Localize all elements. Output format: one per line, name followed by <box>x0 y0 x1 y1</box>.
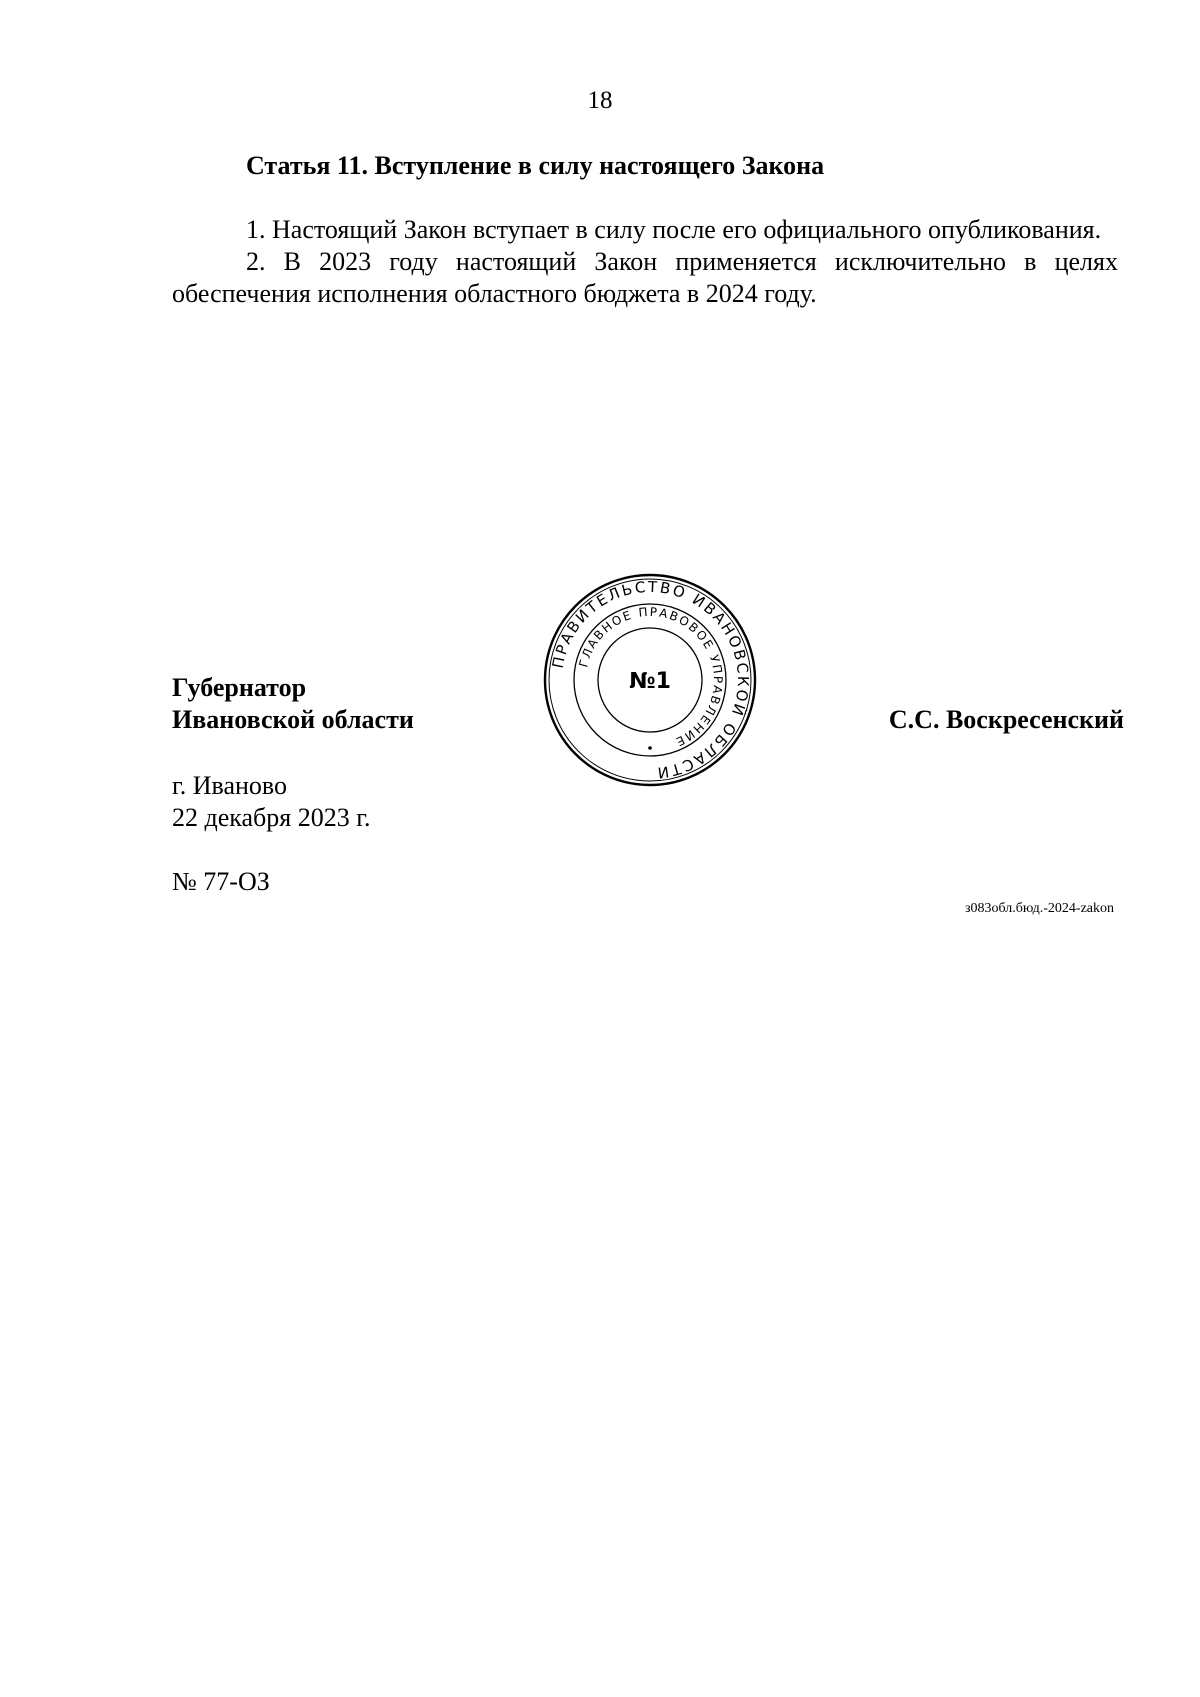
article-body <box>172 214 1118 310</box>
article-paragraph-1: 1. Настоящий Закон вступает в силу после его официального опубликования. <box>246 215 1102 244</box>
file-code: з083обл.бюд.-2024-zakon <box>964 901 1114 916</box>
seal-dot <box>648 746 652 750</box>
date: 22 декабря 2023 г. <box>172 803 371 832</box>
signatory-title-line-1: Губернатор <box>172 673 307 702</box>
article-paragraph-2: 2. В 2023 году настоящий Закон применяется исключительно в целях обеспечения исполнения областного бюджета в 2024 году. <box>172 247 1118 308</box>
law-number: № 77-ОЗ <box>172 867 270 896</box>
place-and-date <box>172 770 370 834</box>
place: г. Иваново <box>172 771 287 800</box>
signatory-position <box>172 672 414 736</box>
signatory-title-line-2: Ивановской области <box>172 705 414 734</box>
seal-number: №1 <box>629 669 671 694</box>
official-seal-stamp <box>542 572 758 788</box>
signatory-name: С.С. Воскресенский <box>888 705 1124 734</box>
seal-inner-text: ГЛАВНОЕ ПРАВОВОЕ УПРАВЛЕНИЕ <box>576 604 726 750</box>
page-number: 18 <box>587 87 613 114</box>
seal-outer-text: ПРАВИТЕЛЬСТВО ИВАНОВСКОЙ ОБЛАСТИ <box>548 577 753 782</box>
article-title: Статья 11. Вступление в силу настоящего Закона <box>246 151 825 180</box>
